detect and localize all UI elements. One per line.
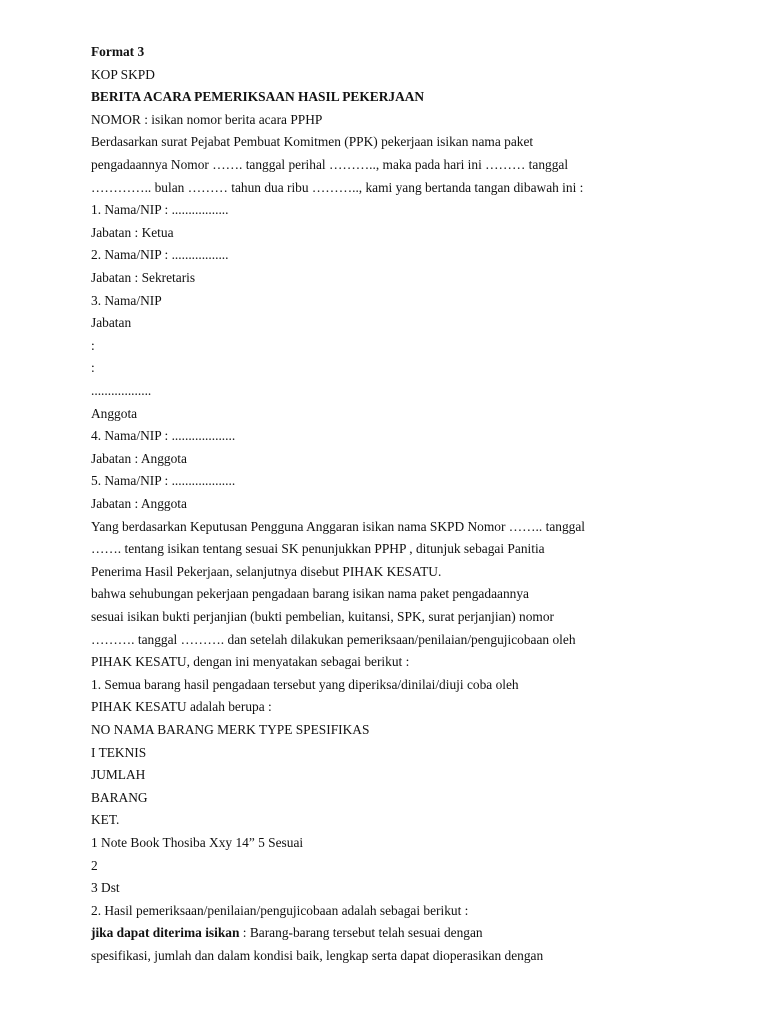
line-text: 5. Nama/NIP : ................... — [91, 473, 236, 489]
document-line — [91, 632, 576, 648]
line-text: BERITA ACARA PEMERIKSAAN HASIL PEKERJAAN — [91, 89, 425, 105]
document-line — [91, 948, 543, 964]
line-text: Anggota — [91, 405, 138, 421]
line-text: ………….. bulan ……… tahun dua ribu ……….., kami yang bertanda tangan dibawah ini : — [91, 179, 584, 195]
document-line — [91, 338, 95, 354]
line-text: pengadaannya Nomor ……. tanggal perihal ……….., maka pada hari ini ……… tanggal — [91, 157, 569, 172]
document-line — [91, 722, 369, 738]
document-line — [91, 564, 441, 580]
document-line — [91, 406, 137, 422]
document-line — [91, 315, 131, 331]
line-text: KET. — [91, 812, 120, 828]
line-text: ………. tanggal ………. dan setelah dilakukan pemeriksaan/penilaian/pengujicobaan oleh — [91, 631, 576, 647]
document-line — [91, 541, 545, 557]
document-line — [91, 745, 146, 761]
line-text: Berdasarkan surat Pejabat Pembuat Komitmen (PPK) pekerjaan isikan nama paket — [91, 134, 534, 150]
document-line — [91, 790, 148, 806]
line-text: bahwa sehubungan pekerjaan pengadaan barang isikan nama paket pengadaannya — [91, 586, 529, 602]
document-line — [91, 112, 322, 128]
line-text: 3 Dst — [91, 880, 120, 896]
document-line — [91, 202, 229, 218]
document-line — [91, 496, 187, 512]
line-text: I TEKNIS — [91, 744, 147, 760]
line-text: ……. tentang isikan tentang sesuai SK penunjukkan PPHP , ditunjuk sebagai Panitia — [91, 541, 545, 557]
document-line — [91, 677, 519, 693]
document-line — [91, 903, 468, 919]
line-text: KOP SKPD — [91, 66, 155, 82]
document-line — [91, 812, 119, 828]
line-text: NOMOR : isikan nomor berita acara PPHP — [91, 111, 323, 127]
line-text: : — [91, 337, 95, 353]
document-line — [91, 654, 409, 670]
line-text: 3. Nama/NIP — [91, 292, 162, 308]
document-line — [91, 360, 95, 376]
document-line — [91, 293, 162, 309]
line-text: NO NAMA BARANG MERK TYPE SPESIFIKAS — [91, 722, 370, 737]
document-line — [91, 451, 187, 467]
line-text-continuation: : Barang-barang tersebut telah sesuai dengan — [239, 925, 483, 941]
document-line — [91, 225, 174, 241]
document-line — [91, 609, 554, 625]
line-text: sesuai isikan bukti perjanjian (bukti pembelian, kuitansi, SPK, surat perjanjian) nomor — [91, 609, 555, 624]
line-text: PIHAK KESATU adalah berupa : — [91, 699, 272, 715]
line-text: Penerima Hasil Pekerjaan, selanjutnya disebut PIHAK KESATU. — [91, 563, 442, 579]
document-line — [91, 157, 568, 173]
line-text: Jabatan : Ketua — [91, 224, 174, 240]
line-text: .................. — [91, 383, 152, 398]
line-text: 2. Hasil pemeriksaan/penilaian/pengujicobaan adalah sebagai berikut : — [91, 902, 469, 918]
line-text: : — [91, 360, 95, 376]
line-text: Yang berdasarkan Keputusan Pengguna Anggaran isikan nama SKPD Nomor …….. tanggal — [91, 518, 586, 534]
document-line — [91, 767, 145, 783]
line-text: 2. Nama/NIP : ................. — [91, 247, 229, 263]
document-line — [91, 180, 583, 196]
line-text: 2 — [91, 857, 98, 873]
document-line — [91, 925, 483, 941]
document-line — [91, 519, 585, 535]
document-line — [91, 44, 144, 60]
document-line — [91, 473, 235, 489]
document-line — [91, 134, 533, 150]
document-line — [91, 880, 120, 896]
line-text: 1. Nama/NIP : ................. — [91, 202, 229, 218]
line-text: 4. Nama/NIP : ................... — [91, 428, 236, 444]
line-text: Format 3 — [91, 44, 145, 59]
line-text: BARANG — [91, 789, 148, 805]
line-text: spesifikasi, jumlah dan dalam kondisi baik, lengkap serta dapat dioperasikan dengan — [91, 948, 544, 963]
document-line — [91, 383, 151, 399]
line-text: Jabatan — [91, 315, 132, 331]
line-text: Jabatan : Anggota — [91, 450, 187, 466]
line-text: jika dapat diterima isikan — [91, 925, 240, 941]
document-line — [91, 699, 272, 715]
line-text: JUMLAH — [91, 767, 146, 783]
line-text: 1. Semua barang hasil pengadaan tersebut yang diperiksa/dinilai/diuji coba oleh — [91, 676, 519, 692]
document-line — [91, 67, 155, 83]
line-text: Jabatan : Anggota — [91, 496, 187, 511]
document-line — [91, 858, 98, 874]
document-line — [91, 428, 235, 444]
document-line — [91, 586, 529, 602]
document-line — [91, 247, 229, 263]
document-line — [91, 835, 303, 851]
line-text: PIHAK KESATU, dengan ini menyatakan sebagai berikut : — [91, 654, 410, 670]
line-text: Jabatan : Sekretaris — [91, 270, 196, 285]
line-text: 1 Note Book Thosiba Xxy 14” 5 Sesuai — [91, 835, 304, 850]
document-line — [91, 270, 195, 286]
document-line — [91, 89, 424, 105]
